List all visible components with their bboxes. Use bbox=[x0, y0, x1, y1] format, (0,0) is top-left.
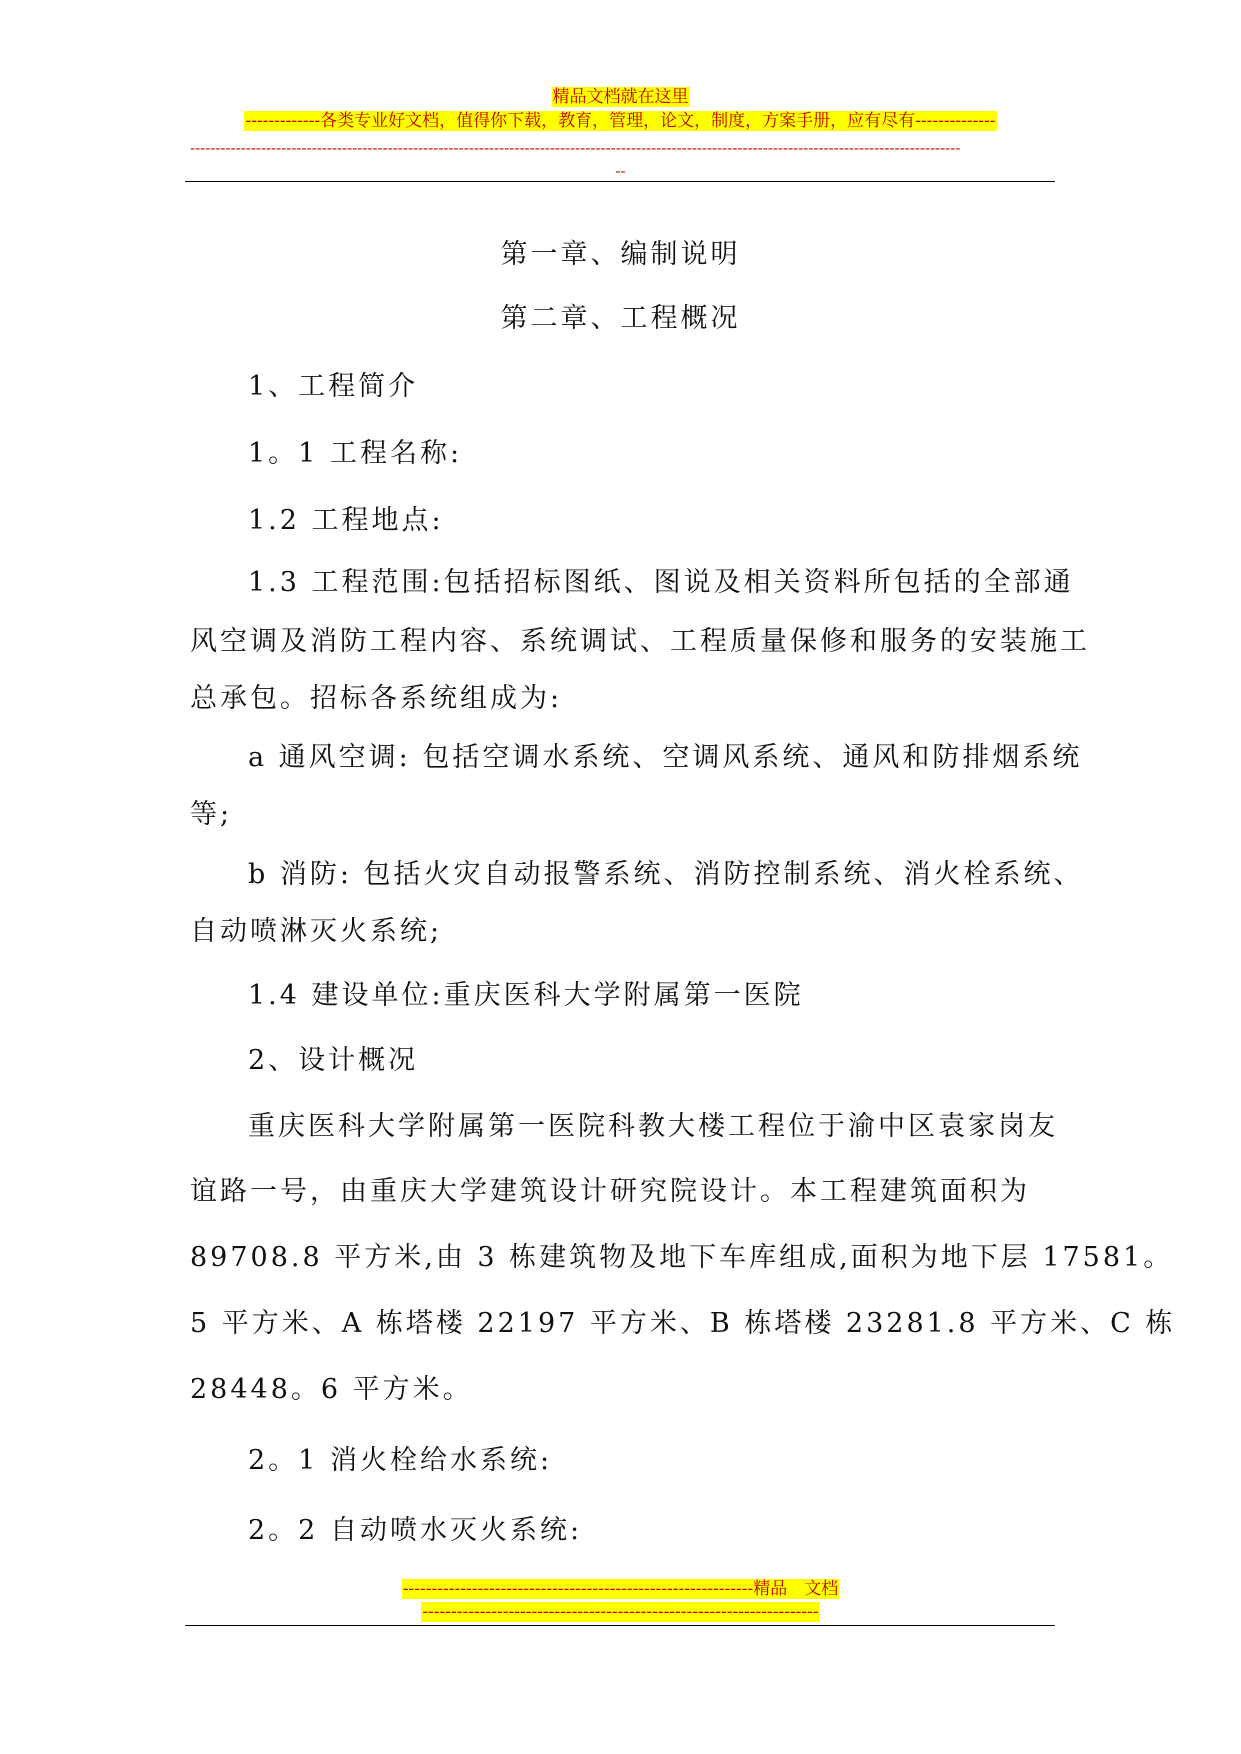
footer-line-1 bbox=[0, 1578, 1241, 1600]
paragraph-line: 自动喷淋灭火系统; bbox=[190, 916, 443, 947]
paragraph-line: 等; bbox=[190, 799, 233, 830]
paragraph-line: 谊路一号，由重庆大学建筑设计研究院设计。本工程建筑面积为 bbox=[190, 1176, 1030, 1207]
paragraph-line: 重庆医科大学附属第一医院科教大楼工程位于渝中区袁家岗友 bbox=[248, 1111, 1058, 1142]
paragraph-line: 总承包。招标各系统组成为: bbox=[190, 683, 563, 714]
paragraph-line: b 消防: 包括火灾自动报警系统、消防控制系统、消火栓系统、 bbox=[248, 859, 1084, 890]
header-title-text: 精品文档就在这里 bbox=[552, 87, 689, 107]
footer-line-2-text: --------------------------------------------------------------------- bbox=[422, 1602, 819, 1622]
paragraph-line: 1.4 建设单位:重庆医科大学附属第一医院 bbox=[248, 980, 804, 1011]
chapter-heading: 第二章、工程概况 bbox=[500, 303, 741, 334]
paragraph-line: a 通风空调: 包括空调水系统、空调风系统、通风和防排烟系统 bbox=[248, 742, 1083, 773]
header-dashes-tail: -- bbox=[615, 162, 626, 180]
paragraph-line: 1。1 工程名称: bbox=[248, 438, 463, 469]
paragraph-line: 1.2 工程地点: bbox=[248, 505, 444, 536]
section-heading: 1、工程简介 bbox=[248, 371, 419, 402]
paragraph-line: 89708.8 平方米,由 3 栋建筑物及地下车库组成,面积为地下层 17581。 bbox=[190, 1242, 1174, 1273]
footer-line-1-text: -------------------------------------------------------------精品 文档 bbox=[402, 1579, 839, 1599]
paragraph-line: 2。1 消火栓给水系统: bbox=[248, 1445, 553, 1476]
chapter-heading: 第一章、编制说明 bbox=[500, 239, 741, 270]
paragraph-line: 2。2 自动喷水灭火系统: bbox=[248, 1515, 583, 1546]
footer-rule bbox=[185, 1625, 1055, 1626]
header-tagline-text: -------------各类专业好文档，值得你下载，教育，管理，论文，制度，方案手册，应有尽有-------------- bbox=[245, 111, 996, 131]
section-heading: 2、设计概况 bbox=[248, 1045, 419, 1076]
paragraph-line: 1.3 工程范围:包括招标图纸、图说及相关资料所包括的全部通 bbox=[248, 567, 1074, 598]
header-rule bbox=[185, 181, 1055, 182]
header-dashes: -------------------------------------------------------------------------------------------------------------------------------------------------------- bbox=[190, 139, 961, 157]
header-tagline bbox=[0, 110, 1241, 132]
paragraph-line: 28448。6 平方米。 bbox=[190, 1374, 473, 1405]
paragraph-line: 风空调及消防工程内容、系统调试、工程质量保修和服务的安装施工 bbox=[190, 626, 1090, 657]
paragraph-line: 5 平方米、A 栋塔楼 22197 平方米、B 栋塔楼 23281.8 平方米、C 栋 bbox=[190, 1308, 1176, 1339]
footer-line-2 bbox=[0, 1601, 1241, 1623]
header-title bbox=[0, 86, 1241, 108]
